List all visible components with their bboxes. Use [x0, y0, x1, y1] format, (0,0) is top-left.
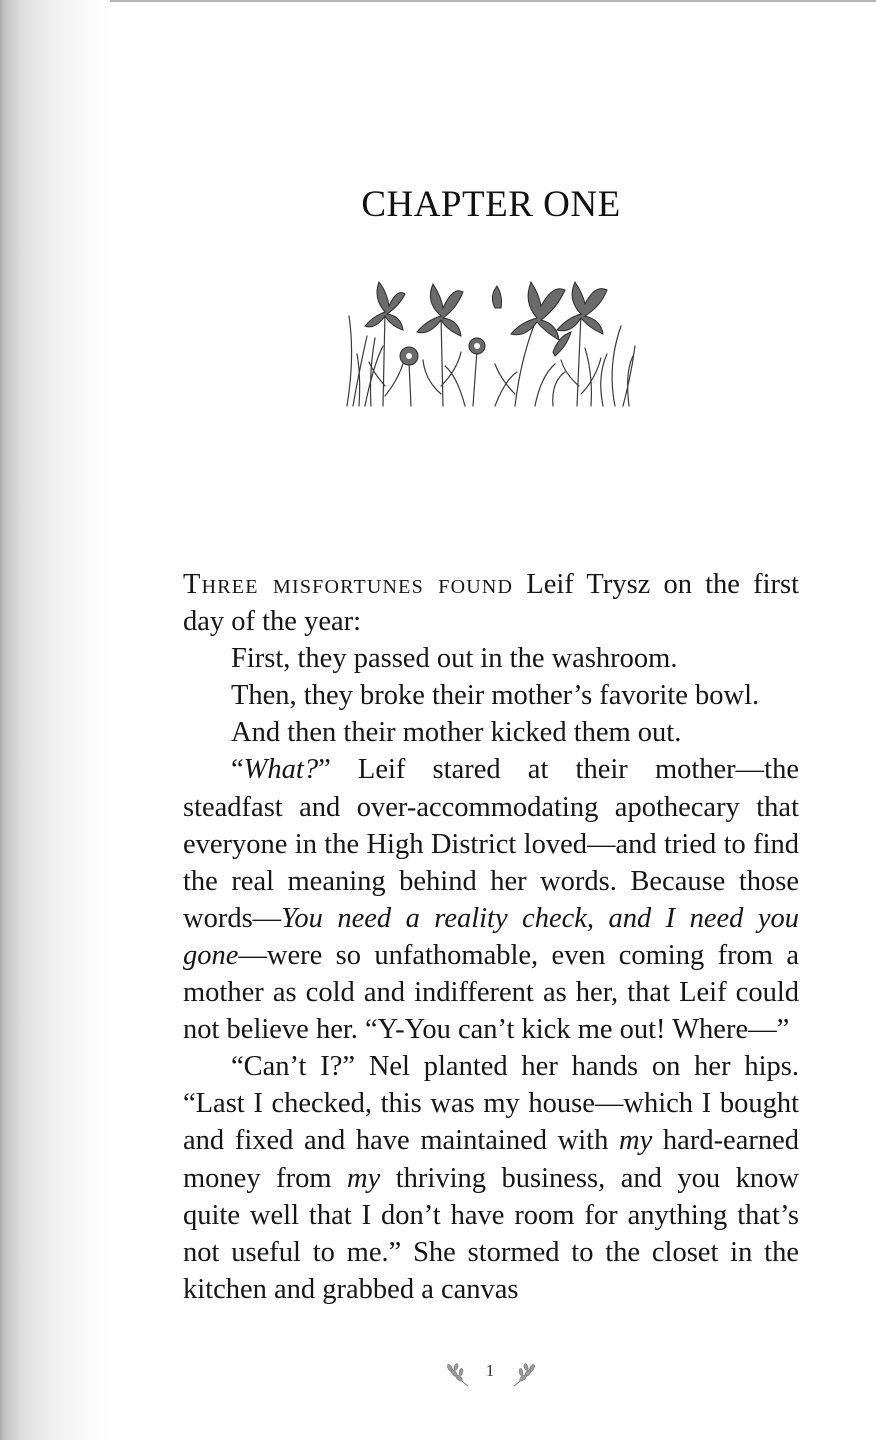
iris-flowers-engraving-icon	[345, 276, 637, 408]
opening-small-caps: Three misfortunes found	[183, 569, 514, 600]
paragraph-what-end: —were so unfathomable, even coming from a mother as cold and indifferent as her, that Leif could not believe her. “Y-You can’t kick me out! Where—”	[183, 939, 799, 1046]
paragraph-nel-a: “Can’t I?” Nel planted her hands on her hips. “Last I checked, this was my house—which I bought and fixed and have maintained with	[183, 1051, 799, 1157]
paragraph-nel-b: hard-earned money from	[183, 1125, 799, 1194]
page-footer	[440, 1357, 540, 1391]
open-quote: “	[231, 754, 244, 786]
paragraph-nel-c: thriving business, and you know quite well that I don’t have room for anything that’s not useful to me.” She stormed to the closet in the kitchen and grabbed a canvas	[183, 1162, 799, 1305]
chapter-title: CHAPTER ONE	[361, 184, 621, 225]
what-italic: What?	[243, 754, 319, 786]
opening-rest: Leif Trysz on the first day of the year:	[183, 569, 799, 638]
laurel-right-icon	[510, 1359, 540, 1389]
paragraph-third-misfortune: And then their mother kicked them out.	[231, 717, 682, 749]
paragraph-second-misfortune: Then, they broke their mother’s favorite bowl.	[231, 680, 760, 712]
emphasis-my-2: my	[347, 1162, 381, 1194]
page-number: 1	[485, 1361, 495, 1380]
chapter-body-text	[183, 566, 799, 1308]
paragraph-opening	[183, 566, 799, 640]
paragraph-nel	[183, 1048, 799, 1308]
mother-quote-italic: You need a reality check, and I need you gone	[183, 902, 799, 971]
paragraph-what-text: ” Leif stared at their mother—the steadfast and over-accommodating apothecary that everyone in the High District loved—and tried to find the real meaning behind her words. Because those words—	[183, 754, 799, 934]
paragraph-what	[183, 751, 799, 1048]
paragraph-first-misfortune: First, they passed out in the washroom.	[231, 643, 678, 675]
emphasis-my-1: my	[619, 1125, 653, 1157]
